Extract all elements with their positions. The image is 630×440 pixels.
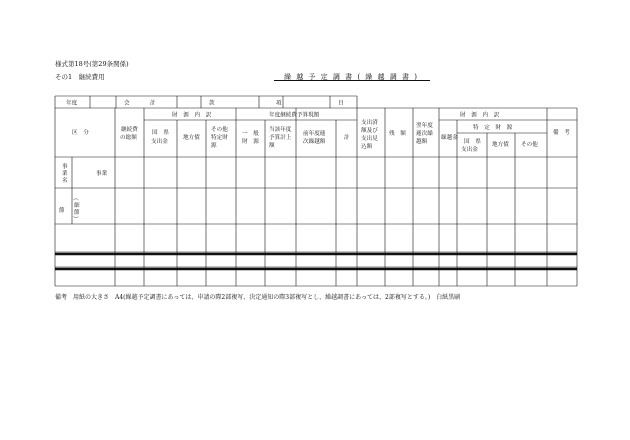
label-zangaku: 残 額 [389, 131, 406, 137]
label-kai: 会 [124, 100, 130, 107]
label-jigyoumei-2: 業 [62, 171, 68, 177]
label-jigyou: 事業 [96, 171, 108, 177]
label-kan: 款 [209, 100, 215, 107]
label-sonota: その他 [521, 142, 538, 148]
document-title: 繰 越 予 定 調 書 ( 繰 越 調 書 ) [284, 73, 419, 81]
label-bikou: 備 考 [553, 130, 570, 136]
label-kokuken-2b: 支出金 [461, 147, 478, 153]
label-zen-nendo-2: 次繰越額 [303, 139, 326, 145]
label-setsu: 節 [59, 208, 65, 214]
label-zaigen-naiyaku-2: 財 源 内 訳 [460, 112, 500, 119]
label-shishutsu-2: 額及び [361, 128, 378, 134]
label-yokunendo-1: 翌年度 [416, 123, 433, 129]
label-nendo-keizoku: 年度継続費予算現額 [269, 112, 320, 119]
label-shishutsu-4: 込額 [361, 144, 373, 150]
label-kou: 項 [276, 100, 282, 107]
label-yokunendo-3: 越額 [416, 139, 428, 145]
label-chihousai-2: 地方債 [492, 142, 509, 148]
label-shishutsu-1: 支出済 [361, 120, 378, 126]
label-shishutsu-3: 支出見 [361, 136, 378, 142]
footer-note: 備考 用紙の大きさ A4(繰越予定調書にあっては、申請の際2部複写、決定通知の際3部複写とし、繰越調書にあっては、2部複写とする。) 白紙黒刷 [55, 294, 461, 301]
form-number: 様式第18号(第29条関係) [55, 60, 129, 68]
label-chihousai-1: 地方債 [183, 135, 200, 141]
label-tougai-nendo-1: 当該年度 [269, 127, 292, 133]
form-subtitle: その1 継続費用 [55, 73, 105, 81]
label-kei2: 計 [344, 135, 350, 141]
label-kokuken-1b: 支出金 [151, 139, 168, 145]
label-kubun: 区 分 [72, 130, 89, 136]
label-yokunendo-2: 逓次繰 [416, 131, 433, 137]
label-tokutei-zaigen: 特 定 財 源 [473, 125, 513, 131]
label-zen-nendo-1: 前年度逓 [303, 131, 326, 137]
label-jigyoumei-1: 事 [62, 164, 68, 170]
label-sonota-tokutei-3: 源 [211, 143, 217, 149]
label-tougai-nendo-3: 額 [269, 143, 275, 149]
label-moku: 目 [338, 100, 344, 107]
label-ippan-zaigen-2: 財 源 [242, 139, 259, 145]
label-nendo: 年度 [66, 100, 78, 107]
label-setsu-paren-bottom: ︶ [73, 217, 79, 223]
label-ippan-zaigen-1: 一 般 [242, 131, 259, 137]
label-sonota-tokutei-2: 特定財 [211, 135, 228, 141]
label-setsu-paren-1: 細 [74, 203, 80, 209]
label-setsu-paren-top: ︵ [73, 196, 79, 202]
label-kokuken-1a: 国 県 [152, 130, 169, 136]
label-kei: 計 [150, 100, 156, 107]
label-setsu-paren-2: 節 [74, 210, 80, 216]
label-keizokuhi-sougaku-2: の総額 [120, 135, 137, 141]
label-kurikoshikin: 繰越金 [441, 135, 458, 141]
label-zaigen-naiyaku-1: 財 源 内 訳 [172, 112, 212, 119]
label-tougai-nendo-2: 予算計上 [269, 135, 292, 141]
label-sonota-tokutei-1: その他 [211, 127, 228, 133]
label-jigyoumei-3: 名 [62, 178, 68, 184]
label-keizokuhi-sougaku-1: 継続費 [121, 127, 138, 133]
label-kokuken-2a: 国 県 [464, 139, 481, 145]
